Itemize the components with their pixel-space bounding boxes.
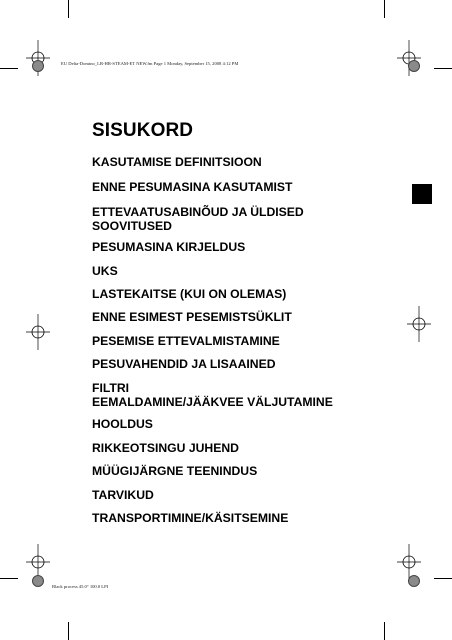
toc-item[interactable]: MÜÜGIJÄRGNE TEENINDUS: [92, 464, 258, 478]
trim-line-top-right-h: [434, 68, 452, 69]
toc-item[interactable]: PESUMASINA KIRJELDUS: [92, 240, 246, 254]
toc-item[interactable]: FILTRI: [92, 381, 130, 395]
toc-item[interactable]: LASTEKAITSE (KUI ON OLEMAS): [92, 287, 287, 301]
toc-item[interactable]: TRANSPORTIMINE/KÄSITSEMINE: [92, 511, 289, 525]
gray-circle-icon: [32, 575, 44, 587]
toc-item[interactable]: ETTEVAATUSABINÕUD JA ÜLDISED: [92, 205, 304, 219]
registration-crosshair-icon: [397, 544, 421, 580]
toc-item[interactable]: PESUVAHENDID JA LISAAINED: [92, 357, 276, 371]
toc-title: SISUKORD: [92, 120, 194, 141]
toc-item[interactable]: ENNE ESIMEST PESEMISTSÜKLIT: [92, 310, 292, 324]
registration-crosshair-icon: [407, 306, 431, 342]
toc-item[interactable]: SOOVITUSED: [92, 219, 172, 233]
toc-item[interactable]: TARVIKUD: [92, 488, 154, 502]
gray-circle-icon: [408, 60, 420, 72]
toc-item[interactable]: RIKKEOTSINGU JUHEND: [92, 441, 239, 455]
trim-line-bottom-left-v: [68, 622, 69, 640]
toc-item[interactable]: ENNE PESUMASINA KASUTAMIST: [92, 180, 293, 194]
toc-item[interactable]: UKS: [92, 264, 118, 278]
printer-slug-top: EU Delta-Domino_LB-HR-STEAM-ET NEW.fm Page 1 Monday, September 15, 2008 4:12 PM: [61, 61, 239, 66]
printer-slug-bottom: Black process 45.0° 100.0 LPI: [52, 584, 109, 589]
trim-line-bottom-left-h: [0, 578, 18, 579]
chapter-tab-marker: [412, 184, 432, 204]
toc-item[interactable]: PESEMISE ETTEVALMISTAMINE: [92, 334, 280, 348]
trim-line-top-left-v: [68, 0, 69, 18]
trim-line-top-right-v: [384, 0, 385, 18]
registration-crosshair-icon: [26, 314, 50, 350]
trim-line-top-left-h: [0, 68, 18, 69]
trim-line-bottom-right-h: [434, 578, 452, 579]
trim-line-bottom-right-v: [384, 622, 385, 640]
toc-item[interactable]: HOOLDUS: [92, 417, 153, 431]
gray-circle-icon: [408, 575, 420, 587]
toc-item[interactable]: EEMALDAMINE/JÄÄKVEE VÄLJUTAMINE: [92, 395, 333, 409]
gray-circle-icon: [32, 60, 44, 72]
toc-item[interactable]: KASUTAMISE DEFINITSIOON: [92, 155, 262, 169]
